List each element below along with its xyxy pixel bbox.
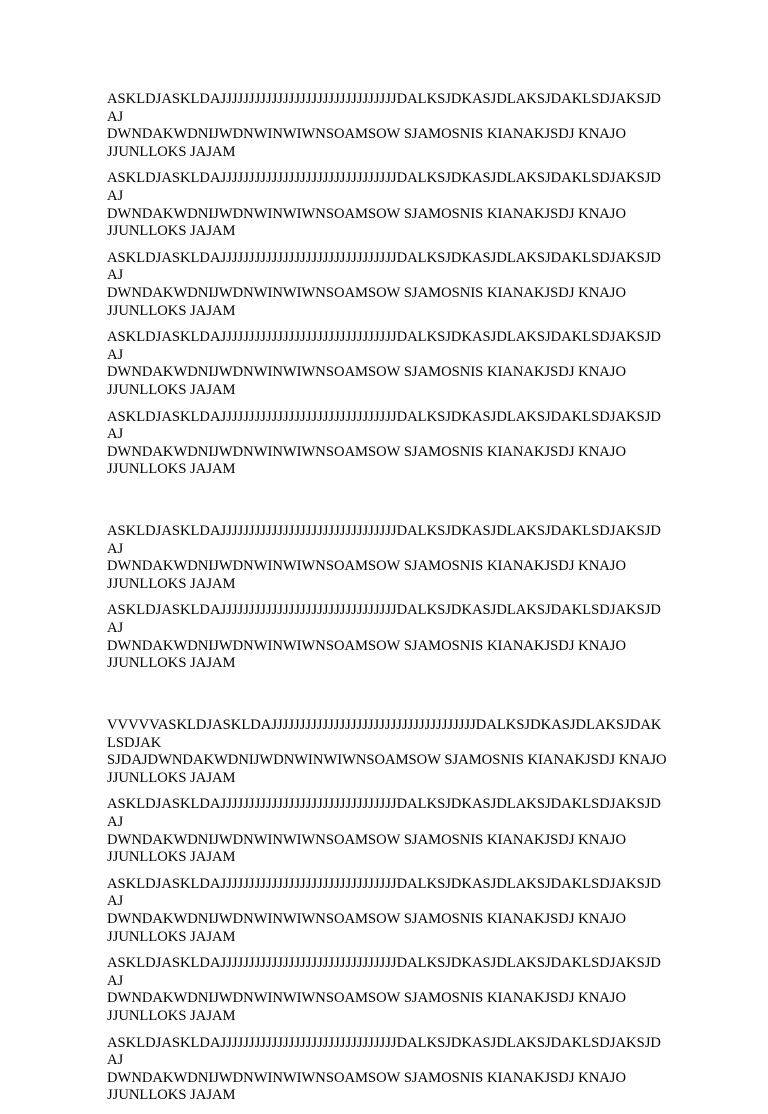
paragraph: ASKLDJASKLDAJJJJJJJJJJJJJJJJJJJJJJJJJJJJJJJDALKSJDKASJDLAKSJDAKLSDJAKSJDAJ DWNDAKWDNIJWDNWINWIWNSOAMSOW SJAMOSNIS KIANAKJSDJ KNAJO JJUNLLOKS JAJAM xyxy=(107,91,661,160)
paragraph: ASKLDJASKLDAJJJJJJJJJJJJJJJJJJJJJJJJJJJJJJJDALKSJDKASJDLAKSJDAKLSDJAKSJDAJ DWNDAKWDNIJWDNWINWIWNSOAMSOW SJAMOSNIS KIANAKJSDJ KNAJO JJUNLLOKS JAJAM xyxy=(107,875,661,945)
paragraph: ASKLDJASKLDAJJJJJJJJJJJJJJJJJJJJJJJJJJJJJJJDALKSJDKASJDLAKSJDAKLSDJAKSJDAJ DWNDAKWDNIJWDNWINWIWNSOAMSOW SJAMOSNIS KIANAKJSDJ KNAJO JJUNLLOKS JAJAM xyxy=(107,249,661,319)
paragraph: VVVVVASKLDJASKLDAJJJJJJJJJJJJJJJJJJJJJJJJJJJJJJJJJJJJDALKSJDKASJDLAKSJDAKLSDJAK SJDAJDWNDAKWDNIJWDNWINWIWNSOAMSOW SJAMOSNIS KIANAKJSDJ KNAJO JJUNLLOKS JAJAM xyxy=(107,717,667,786)
paragraph: ASKLDJASKLDAJJJJJJJJJJJJJJJJJJJJJJJJJJJJJJJDALKSJDKASJDLAKSJDAKLSDJAKSJDAJ DWNDAKWDNIJWDNWINWIWNSOAMSOW SJAMOSNIS KIANAKJSDJ KNAJO JJUNLLOKS JAJAM xyxy=(107,796,661,866)
document-body xyxy=(107,91,667,1114)
empty-line xyxy=(107,505,667,523)
paragraph: ASKLDJASKLDAJJJJJJJJJJJJJJJJJJJJJJJJJJJJJJJDALKSJDKASJDLAKSJDAKLSDJAKSJDAJ DWNDAKWDNIJWDNWINWIWNSOAMSOW SJAMOSNIS KIANAKJSDJ KNAJO JJUNLLOKS JAJAM xyxy=(107,602,661,672)
empty-line xyxy=(107,488,667,506)
paragraph: ASKLDJASKLDAJJJJJJJJJJJJJJJJJJJJJJJJJJJJJJJDALKSJDKASJDLAKSJDAKLSDJAKSJDAJ DWNDAKWDNIJWDNWINWIWNSOAMSOW SJAMOSNIS KIANAKJSDJ KNAJO JJUNLLOKS JAJAM xyxy=(107,329,661,398)
empty-line xyxy=(107,682,667,700)
paragraph: ASKLDJASKLDAJJJJJJJJJJJJJJJJJJJJJJJJJJJJJJJDALKSJDKASJDLAKSJDAKLSDJAKSJDAJ DWNDAKWDNIJWDNWINWIWNSOAMSOW SJAMOSNIS KIANAKJSDJ KNAJO JJUNLLOKS JAJAM xyxy=(107,955,661,1024)
paragraph: ASKLDJASKLDAJJJJJJJJJJJJJJJJJJJJJJJJJJJJJJJDALKSJDKASJDLAKSJDAKLSDJAKSJDAJ DWNDAKWDNIJWDNWINWIWNSOAMSOW SJAMOSNIS KIANAKJSDJ KNAJO JJUNLLOKS JAJAM xyxy=(107,523,661,592)
paragraph: ASKLDJASKLDAJJJJJJJJJJJJJJJJJJJJJJJJJJJJJJJDALKSJDKASJDLAKSJDAKLSDJAKSJDAJ DWNDAKWDNIJWDNWINWIWNSOAMSOW SJAMOSNIS KIANAKJSDJ KNAJO JJUNLLOKS JAJAM xyxy=(107,170,661,240)
paragraph: ASKLDJASKLDAJJJJJJJJJJJJJJJJJJJJJJJJJJJJJJJDALKSJDKASJDLAKSJDAKLSDJAKSJDAJ DWNDAKWDNIJWDNWINWIWNSOAMSOW SJAMOSNIS KIANAKJSDJ KNAJO JJUNLLOKS JAJAM xyxy=(107,408,661,478)
paragraph: ASKLDJASKLDAJJJJJJJJJJJJJJJJJJJJJJJJJJJJJJJDALKSJDKASJDLAKSJDAKLSDJAKSJDAJ DWNDAKWDNIJWDNWINWIWNSOAMSOW SJAMOSNIS KIANAKJSDJ KNAJO JJUNLLOKS JAJAM xyxy=(107,1034,661,1104)
empty-line xyxy=(107,699,667,717)
